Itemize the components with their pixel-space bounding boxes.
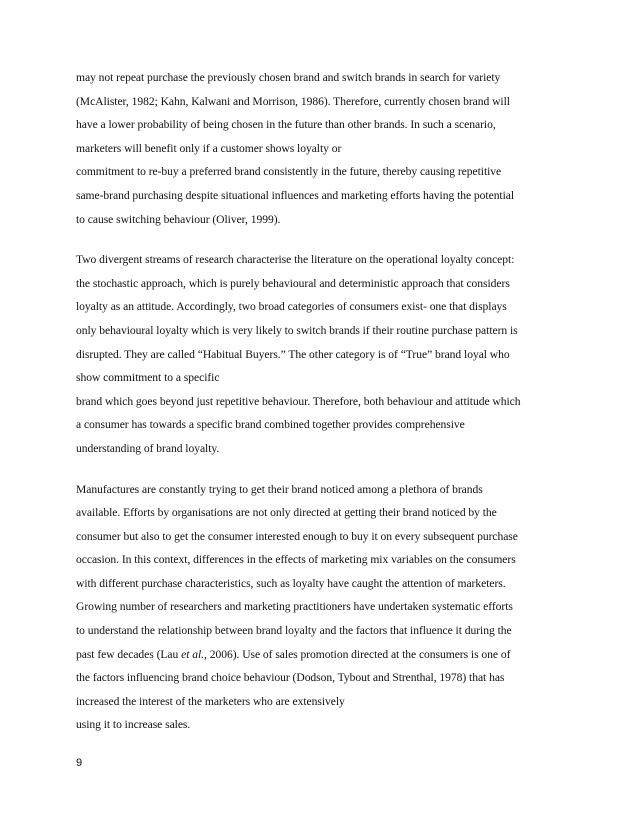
paragraph-brand-switching: [76, 66, 566, 231]
page-number: 9: [76, 757, 83, 769]
text-line: to understand the relationship between brand loyalty and the factors that influence it during the: [76, 624, 512, 638]
text-line: (McAlister, 1982; Kahn, Kalwani and Morrison, 1986). Therefore, currently chosen brand will: [76, 94, 510, 108]
text-line: Manufactures are constantly trying to get their brand noticed among a plethora of brands: [76, 482, 483, 496]
text-line: with different purchase characteristics, such as loyalty have caught the attention of marketers.: [76, 576, 506, 590]
citation-text-after: 2006). Use of sales promotion directed at the consumers is one of: [206, 647, 511, 661]
citation-et-al: et al.,: [181, 647, 207, 661]
text-line: disrupted. They are called “Habitual Buyers.” The other category is of “True” brand loyal who: [76, 347, 510, 361]
text-line: Two divergent streams of research characterise the literature on the operational loyalty concept:: [76, 253, 515, 267]
text-line: increased the interest of the marketers who are extensively: [76, 694, 345, 708]
text-line: may not repeat purchase the previously chosen brand and switch brands in search for variety: [76, 71, 501, 84]
text-line: marketers will benefit only if a customer shows loyalty or: [76, 141, 342, 155]
text-line: same-brand purchasing despite situational influences and marketing efforts having the potential: [76, 188, 515, 202]
text-line: a consumer has towards a specific brand combined together provides comprehensive: [76, 418, 465, 432]
text-line: available. Efforts by organisations are not only directed at getting their brand noticed by the: [76, 506, 497, 520]
text-line: commitment to re-buy a preferred brand consistently in the future, thereby causing repetitive: [76, 165, 502, 179]
citation-text-before: past few decades (Lau: [76, 647, 182, 661]
text-line: understanding of brand loyalty.: [76, 441, 220, 455]
text-line: have a lower probability of being chosen in the future than other brands. In such a scenario,: [76, 118, 496, 132]
text-line: loyalty as an attitude. Accordingly, two broad categories of consumers exist- one that displays: [76, 300, 507, 314]
text-line: to cause switching behaviour (Oliver, 1999).: [76, 212, 281, 226]
text-line: brand which goes beyond just repetitive behaviour. Therefore, both behaviour and attitude which: [76, 394, 521, 408]
text-line: the factors influencing brand choice behaviour (Dodson, Tybout and Strenthal, 1978) that has: [76, 671, 505, 685]
text-line: consumer but also to get the consumer interested enough to buy it on every subsequent purchase: [76, 529, 518, 543]
text-line: show commitment to a specific: [76, 371, 220, 385]
paragraph-manufacturers: [76, 478, 566, 738]
text-line: using it to increase sales.: [76, 718, 191, 732]
body-text: [76, 66, 566, 754]
text-line: occasion. In this context, differences in the effects of marketing mix variables on the consumers: [76, 553, 516, 567]
paragraph-loyalty-streams: [76, 248, 566, 460]
text-line: only behavioural loyalty which is very likely to switch brands if their routine purchase pattern is: [76, 323, 518, 337]
citation-line: [76, 643, 566, 667]
text-line: the stochastic approach, which is purely behavioural and deterministic approach that considers: [76, 276, 510, 290]
text-line: Growing number of researchers and marketing practitioners have undertaken systematic efforts: [76, 600, 513, 614]
